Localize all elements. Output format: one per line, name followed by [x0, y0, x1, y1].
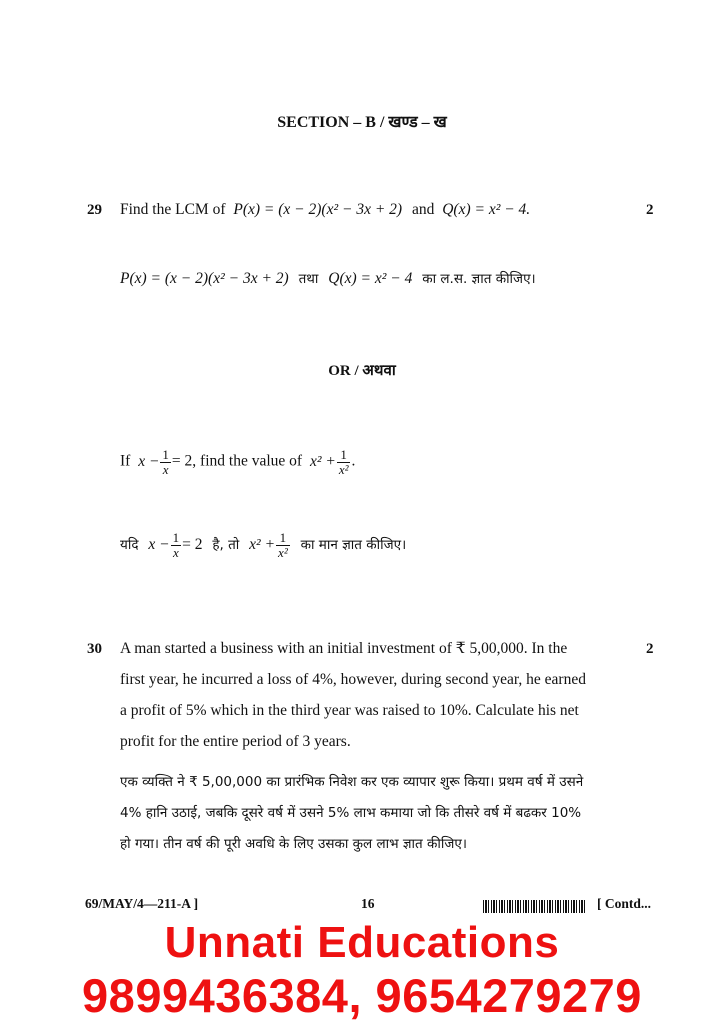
alt-hi-suffix: का मान ज्ञात कीजिए। [300, 537, 407, 553]
question-29-english [120, 201, 530, 219]
hi-fraction-1-over-x: $\frac{1}{x}$ [172, 530, 180, 560]
q29-connector: and [411, 201, 435, 218]
question-number-30: 30 [87, 641, 102, 657]
q29-p-expression: P(x) = (x − 2)(x² − 3x + 2) [233, 201, 403, 218]
alt-hi-target-lhs: x² + [249, 536, 276, 553]
section-title: SECTION – B / खण्ड – ख [277, 114, 447, 131]
alt-condition-lhs: x − [138, 452, 160, 470]
q30-hi-line-2: 4% हानि उठाई, जबकि दूसरे वर्ष में उसने 5% लाभ कमाया जो कि तीसरे वर्ष में बढकर 10% [120, 805, 582, 821]
alt-middle-text: , find the value of [192, 452, 303, 470]
question-29-hindi [120, 264, 536, 295]
q29-hi-connector: तथा [298, 271, 319, 287]
q30-en-line-3: a profit of 5% which in the third year was raised to 10%. Calculate his net [120, 702, 579, 719]
q29-hi-q-expression: Q(x) = x² − 4 [328, 270, 413, 287]
alt-target-lhs: x² + [309, 452, 336, 470]
hi-fraction-1-over-x-squared: $\frac{1}{\text{x²}}$ [278, 530, 288, 560]
q30-en-line-4: profit for the entire period of 3 years. [120, 733, 351, 750]
q30-hi-line-1: एक व्यक्ति ने ₹ 5,00,000 का प्रारंभिक निवेश कर एक व्यापार शुरू किया। प्रथम वर्ष में उसने [120, 774, 584, 790]
alt-hi-condition-lhs: x − [148, 536, 170, 553]
alt-condition-rhs: = 2 [171, 452, 193, 470]
alt-hi-middle: है, तो [212, 537, 240, 553]
q29-prefix: Find the LCM of [120, 201, 226, 218]
brand-name: Unnati Educations [164, 918, 560, 967]
question-30-marks: 2 [646, 641, 654, 657]
q30-en-line-1: A man started a business with an initial investment of ₹ 5,00,000. In the [120, 640, 568, 657]
or-divider: OR / अथवा [328, 363, 396, 379]
q29-q-expression: Q(x) = x² − 4. [442, 201, 531, 218]
q30-en-line-2: first year, he incurred a loss of 4%, however, during second year, he earned [120, 671, 586, 688]
alt-hi-prefix: यदि [120, 537, 139, 553]
question-29-alt-hindi [120, 530, 406, 561]
alt-hi-condition-rhs: = 2 [182, 536, 203, 553]
question-number-29: 29 [87, 202, 102, 218]
q29-hi-suffix: का ल.स. ज्ञात कीजिए। [422, 271, 536, 287]
question-29-marks: 2 [646, 202, 654, 218]
fraction-1-over-x: $\frac{1}{x}$ [162, 447, 169, 477]
question-30-english [120, 633, 630, 757]
contd-label: [ Contd... [597, 896, 652, 911]
paper-code: 69/MAY/4—211-A ] [85, 896, 199, 911]
question-29-alt-english: If x − $\frac{1}{x}$ = 2, find the value of x² + $\frac{1}{\text{x²}}$ . [120, 447, 356, 477]
question-30-hindi [120, 767, 630, 860]
q30-hi-line-3: हो गया। तीन वर्ष की पूरी अवधि के लिए उसका कुल लाभ ज्ञात कीजिए। [120, 836, 467, 852]
brand-phones: 9899436384, 9654279279 [82, 969, 642, 1022]
barcode-icon [483, 900, 587, 913]
alt-prefix: If [120, 452, 131, 470]
page-number: 16 [361, 896, 375, 911]
q29-hi-p-expression: P(x) = (x − 2)(x² − 3x + 2) [120, 270, 289, 287]
fraction-1-over-x-squared: $\frac{1}{\text{x²}}$ [338, 447, 349, 477]
